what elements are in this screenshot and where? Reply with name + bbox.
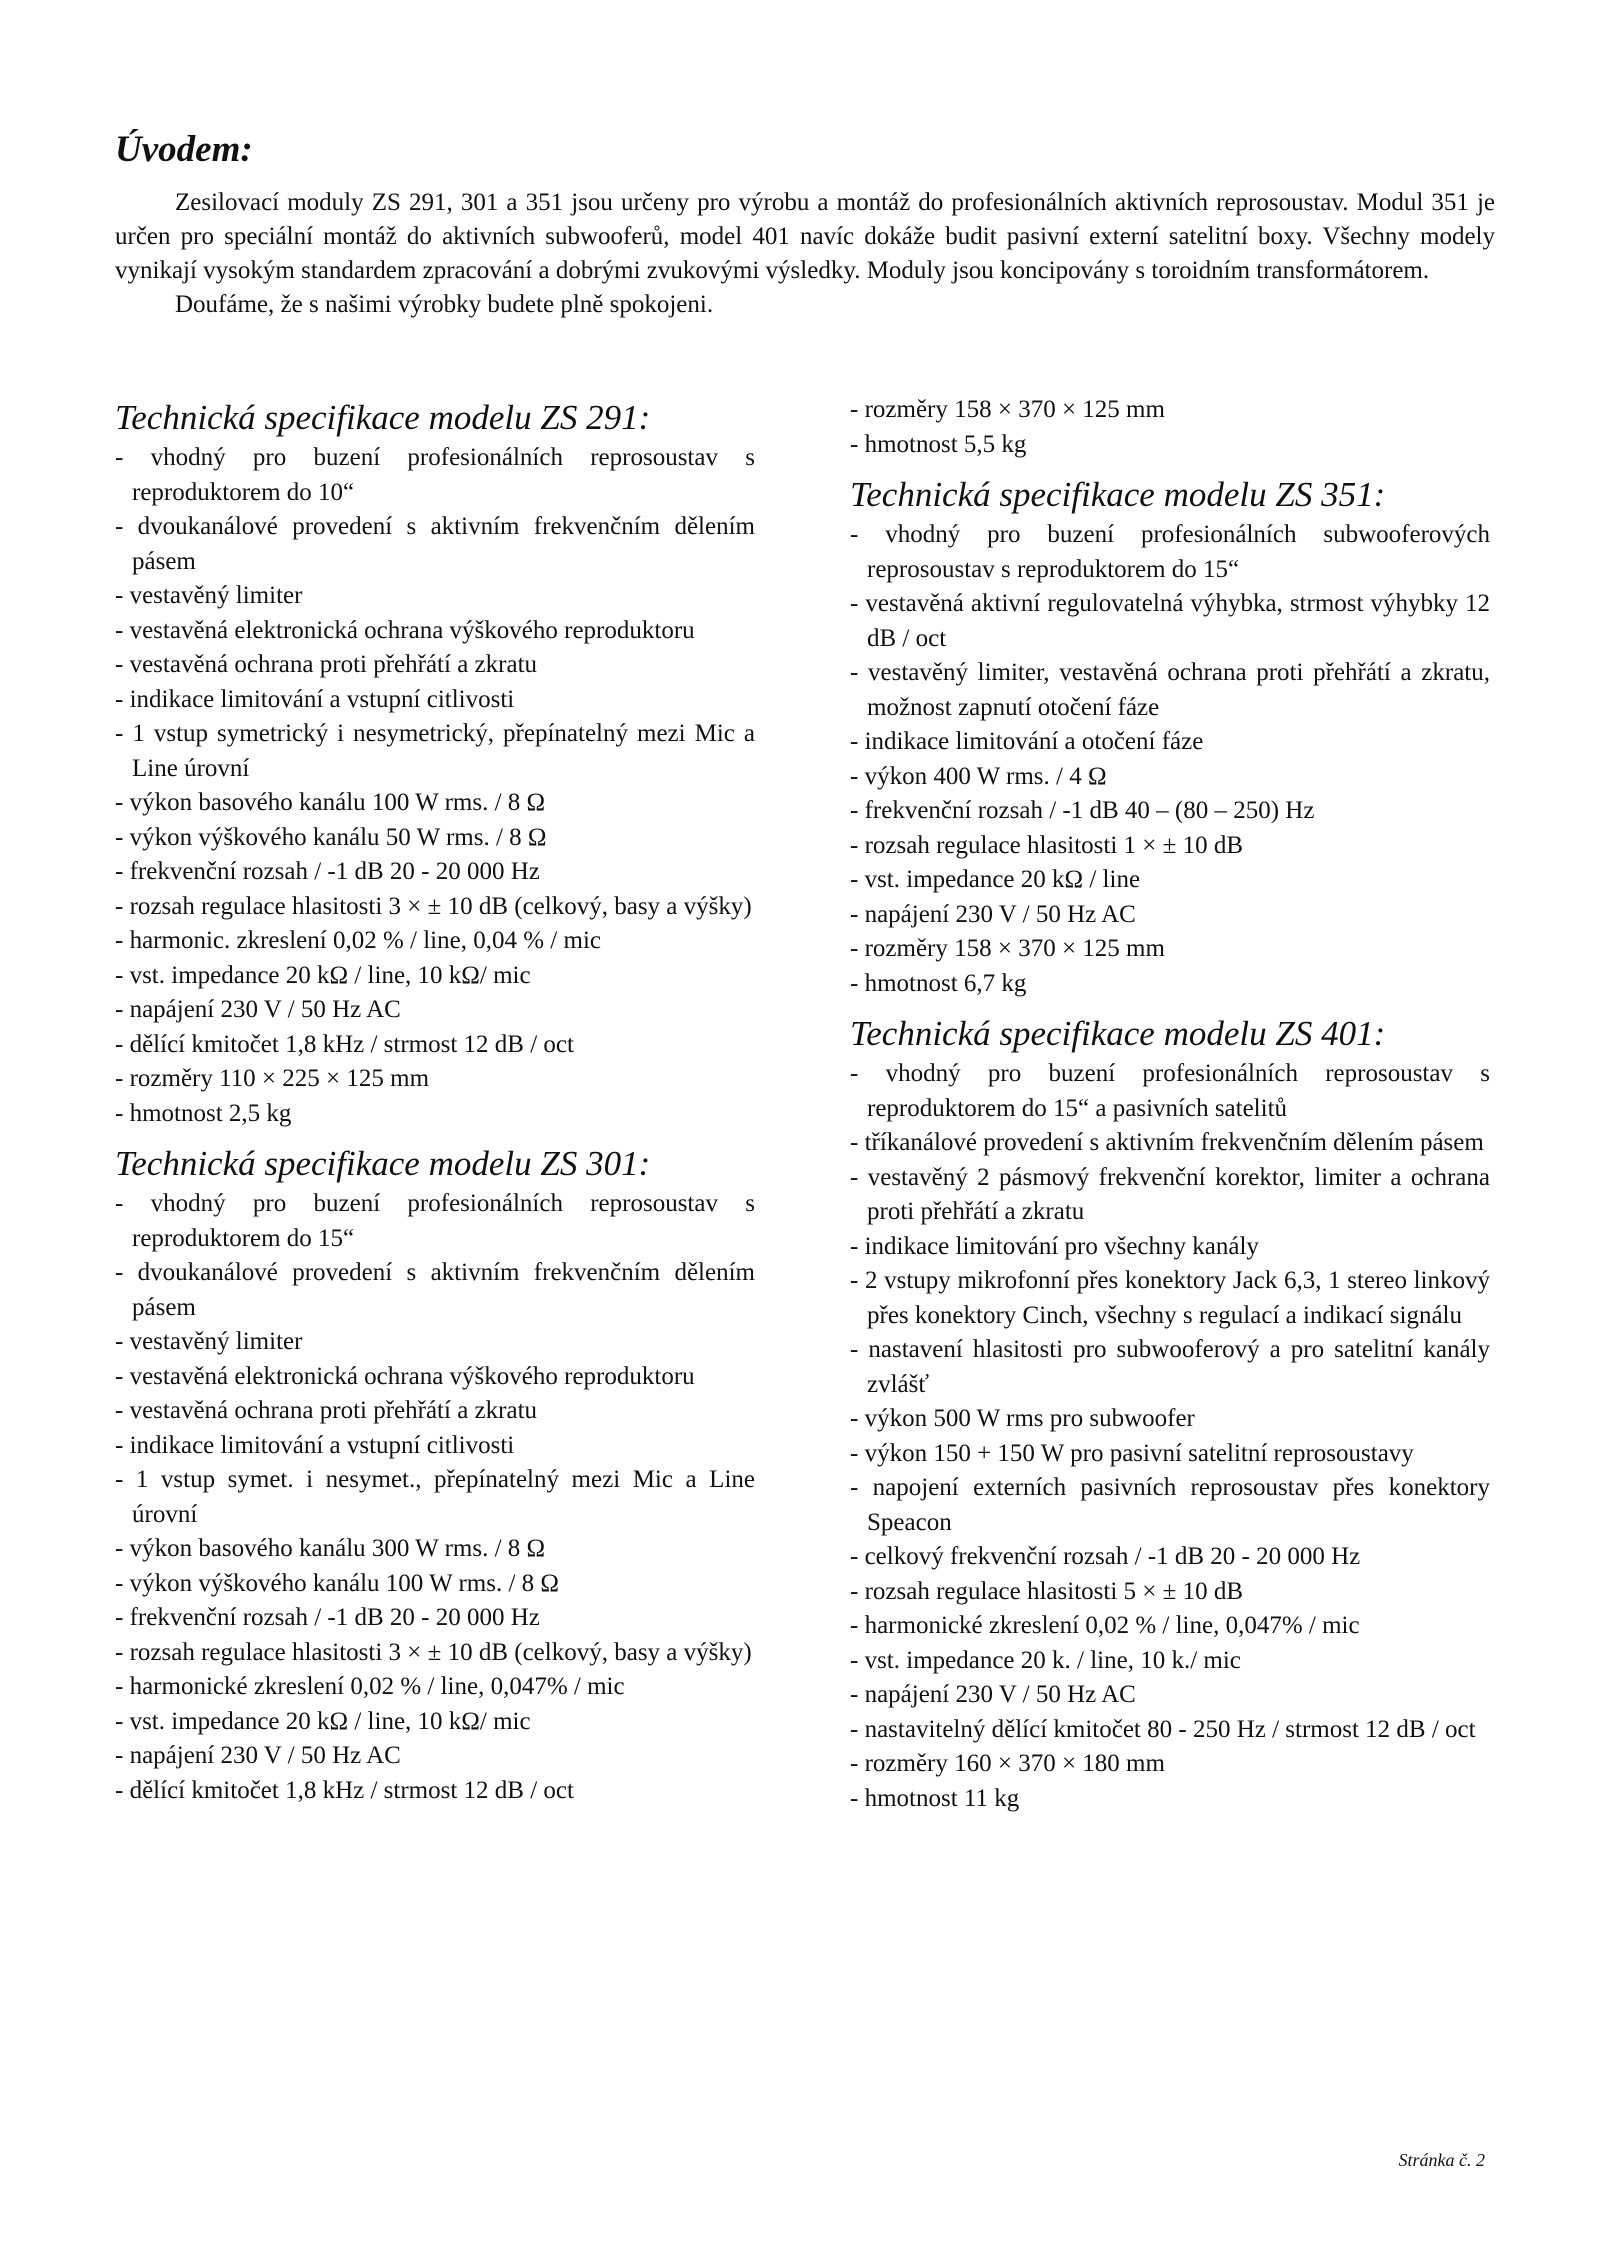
spec-item: - výkon basového kanálu 300 W rms. / 8 Ω — [115, 1535, 546, 1562]
spec-item: - indikace limitování pro všechny kanály — [850, 1232, 1259, 1260]
spec-item: - vestavěná ochrana proti přehřátí a zkratu — [115, 651, 538, 678]
spec-item: - výkon výškového kanálu 100 W rms. / 8 Ω — [115, 1569, 560, 1597]
spec-item: - vst. impedance 20 kΩ / line — [850, 866, 1141, 893]
spec-zs301-continued — [850, 393, 1490, 462]
spec-item: - indikace limitování a otočení fáze — [850, 728, 1204, 755]
spec-item: - rozměry 158 × 370 × 125 mm — [850, 935, 1165, 962]
intro-section — [115, 186, 1495, 322]
spec-item: - vst. impedance 20 kΩ / line, 10 kΩ/ mic — [115, 961, 531, 989]
spec-item: - rozměry 160 × 370 × 180 mm — [850, 1750, 1165, 1777]
spec-item: - výkon 400 W rms. / 4 Ω — [850, 762, 1107, 790]
spec-item: - výkon 150 + 150 W pro pasivní satelitní reprosoustavy — [850, 1439, 1414, 1467]
spec-item: - rozsah regulace hlasitosti 5 × ± 10 dB — [850, 1577, 1244, 1605]
spec-item: - harmonické zkreslení 0,02 % / line, 0,047% / mic — [850, 1612, 1360, 1639]
spec-list-zs301-continued — [850, 393, 1490, 462]
spec-item: - napojení externích pasivních reprosoustav přes konektory Speacon — [850, 1474, 1490, 1536]
spec-item: - výkon výškového kanálu 50 W rms. / 8 Ω — [115, 823, 547, 851]
spec-item: - hmotnost 5,5 kg — [850, 430, 1027, 458]
spec-item: - výkon basového kanálu 100 W rms. / 8 Ω — [115, 789, 546, 816]
spec-item: - vst. impedance 20 k. / line, 10 k./ mic — [850, 1646, 1241, 1674]
spec-title-zs301: Technická specifikace modelu ZS 301: — [115, 1144, 651, 1183]
spec-item: - rozměry 110 × 225 × 125 mm — [115, 1065, 430, 1092]
spec-zs351 — [850, 472, 1490, 1001]
spec-item: - dělící kmitočet 1,8 kHz / strmost 12 dB / oct — [115, 1776, 574, 1804]
spec-item: - vestavěný limiter — [115, 582, 303, 609]
spec-item: - vestavěná aktivní regulovatelná výhybka, strmost výhybky 12 dB / oct — [850, 590, 1490, 652]
spec-item: - harmonic. zkreslení 0,02 % / line, 0,04 % / mic — [115, 927, 601, 954]
spec-item: - 1 vstup symetrický i nesymetrický, přepínatelný mezi Mic a Line úrovní — [115, 720, 755, 782]
spec-item: - frekvenční rozsah / -1 dB 20 - 20 000 Hz — [115, 1604, 540, 1631]
spec-item: - rozsah regulace hlasitosti 3 × ± 10 dB (celkový, basy a výšky) — [115, 1638, 752, 1666]
spec-item: - napájení 230 V / 50 Hz AC — [115, 1742, 401, 1769]
spec-title-zs401: Technická specifikace modelu ZS 401: — [850, 1014, 1386, 1053]
spec-item: - dvoukanálové provedení s aktivním frekvenčním dělením pásem — [115, 513, 755, 575]
spec-item: - nastavitelný dělící kmitočet 80 - 250 Hz / strmost 12 dB / oct — [850, 1715, 1476, 1743]
spec-item: - napájení 230 V / 50 Hz AC — [115, 996, 401, 1023]
page-number: Stránka č. 2 — [1398, 2150, 1485, 2170]
spec-item: - napájení 230 V / 50 Hz AC — [850, 900, 1136, 928]
spec-item: - vestavěný limiter — [115, 1328, 303, 1355]
spec-item: - hmotnost 6,7 kg — [850, 969, 1027, 997]
spec-item: - vhodný pro buzení profesionálních reprosoustav s reproduktorem do 10“ — [115, 444, 755, 506]
spec-zs401 — [850, 1011, 1490, 1816]
spec-item: - nastavení hlasitosti pro subwooferový a pro satelitní kanály zvlášť — [850, 1336, 1490, 1398]
intro-closing: Doufáme, že s našimi výrobky budete plně spokojeni. — [175, 291, 714, 318]
spec-title-zs351: Technická specifikace modelu ZS 351: — [850, 475, 1386, 514]
spec-item: - rozměry 158 × 370 × 125 mm — [850, 396, 1165, 423]
spec-item: - vhodný pro buzení profesionálních subwooferových reprosoustav s reproduktorem do 15“ — [850, 521, 1490, 583]
spec-item: - vst. impedance 20 kΩ / line, 10 kΩ/ mic — [115, 1707, 531, 1735]
spec-list-zs291 — [115, 441, 755, 1131]
spec-item: - dělící kmitočet 1,8 kHz / strmost 12 dB / oct — [115, 1030, 574, 1058]
spec-item: - rozsah regulace hlasitosti 1 × ± 10 dB — [850, 831, 1244, 859]
spec-item: - indikace limitování a vstupní citlivosti — [115, 1431, 515, 1459]
spec-list-zs401 — [850, 1057, 1490, 1816]
spec-item: - vestavěná elektronická ochrana výškového reproduktoru — [115, 1362, 695, 1390]
spec-item: - vestavěná ochrana proti přehřátí a zkratu — [115, 1397, 538, 1424]
spec-zs301 — [115, 1141, 755, 1808]
intro-paragraph: Zesilovací moduly ZS 291, 301 a 351 jsou určeny pro výrobu a montáž do profesionálních aktivních reprosoustav. Modul 351 je určen pro speciální montáž do aktivních subwooferů, model 401 navíc dokáže budit pasivní externí satelitní boxy. Všechny modely vynikají vysokým standardem zpracování a dobrými zvukovými výsledky. Moduly jsou koncipovány s toroidním transformátorem. — [115, 189, 1495, 284]
right-column — [850, 393, 1490, 1826]
spec-item: - vhodný pro buzení profesionálních reprosoustav s reproduktorem do 15“ — [115, 1190, 755, 1252]
spec-item: - harmonické zkreslení 0,02 % / line, 0,047% / mic — [115, 1673, 625, 1700]
spec-item: - vestavěný 2 pásmový frekvenční korektor, limiter a ochrana proti přehřátí a zkratu — [850, 1163, 1490, 1225]
spec-item: - dvoukanálové provedení s aktivním frekvenčním dělením pásem — [115, 1259, 755, 1321]
spec-item: - rozsah regulace hlasitosti 3 × ± 10 dB (celkový, basy a výšky) — [115, 892, 752, 920]
spec-list-zs301 — [115, 1187, 755, 1808]
spec-item: - indikace limitování a vstupní citlivosti — [115, 685, 515, 713]
spec-item: - 2 vstupy mikrofonní přes konektory Jack 6,3, 1 stereo linkový přes konektory Cinch, všechny s regulací a indikací signálu — [850, 1267, 1490, 1329]
spec-item: - výkon 500 W rms pro subwoofer — [850, 1405, 1195, 1432]
spec-zs291 — [115, 395, 755, 1131]
intro-title: Úvodem: — [115, 129, 253, 170]
spec-item: - frekvenční rozsah / -1 dB 40 – (80 – 250) Hz — [850, 797, 1315, 824]
spec-item: - celkový frekvenční rozsah / -1 dB 20 - 20 000 Hz — [850, 1543, 1361, 1570]
spec-item: - hmotnost 11 kg — [850, 1784, 1020, 1812]
spec-item: - vestavěný limiter, vestavěná ochrana proti přehřátí a zkratu, možnost zapnutí otočení fáze — [850, 659, 1490, 721]
left-column — [115, 395, 755, 1818]
spec-item: - vhodný pro buzení profesionálních reprosoustav s reproduktorem do 15“ a pasivních satelitů — [850, 1060, 1490, 1122]
spec-item: - frekvenční rozsah / -1 dB 20 - 20 000 Hz — [115, 858, 540, 885]
spec-list-zs351 — [850, 518, 1490, 1001]
spec-item: - hmotnost 2,5 kg — [115, 1099, 292, 1127]
spec-item: - napájení 230 V / 50 Hz AC — [850, 1681, 1136, 1708]
spec-title-zs291: Technická specifikace modelu ZS 291: — [115, 398, 651, 437]
spec-item: - 1 vstup symet. i nesymet., přepínatelný mezi Mic a Line úrovní — [115, 1466, 755, 1528]
spec-item: - vestavěná elektronická ochrana výškového reproduktoru — [115, 616, 695, 644]
spec-item: - tříkanálové provedení s aktivním frekvenčním dělením pásem — [850, 1129, 1484, 1156]
